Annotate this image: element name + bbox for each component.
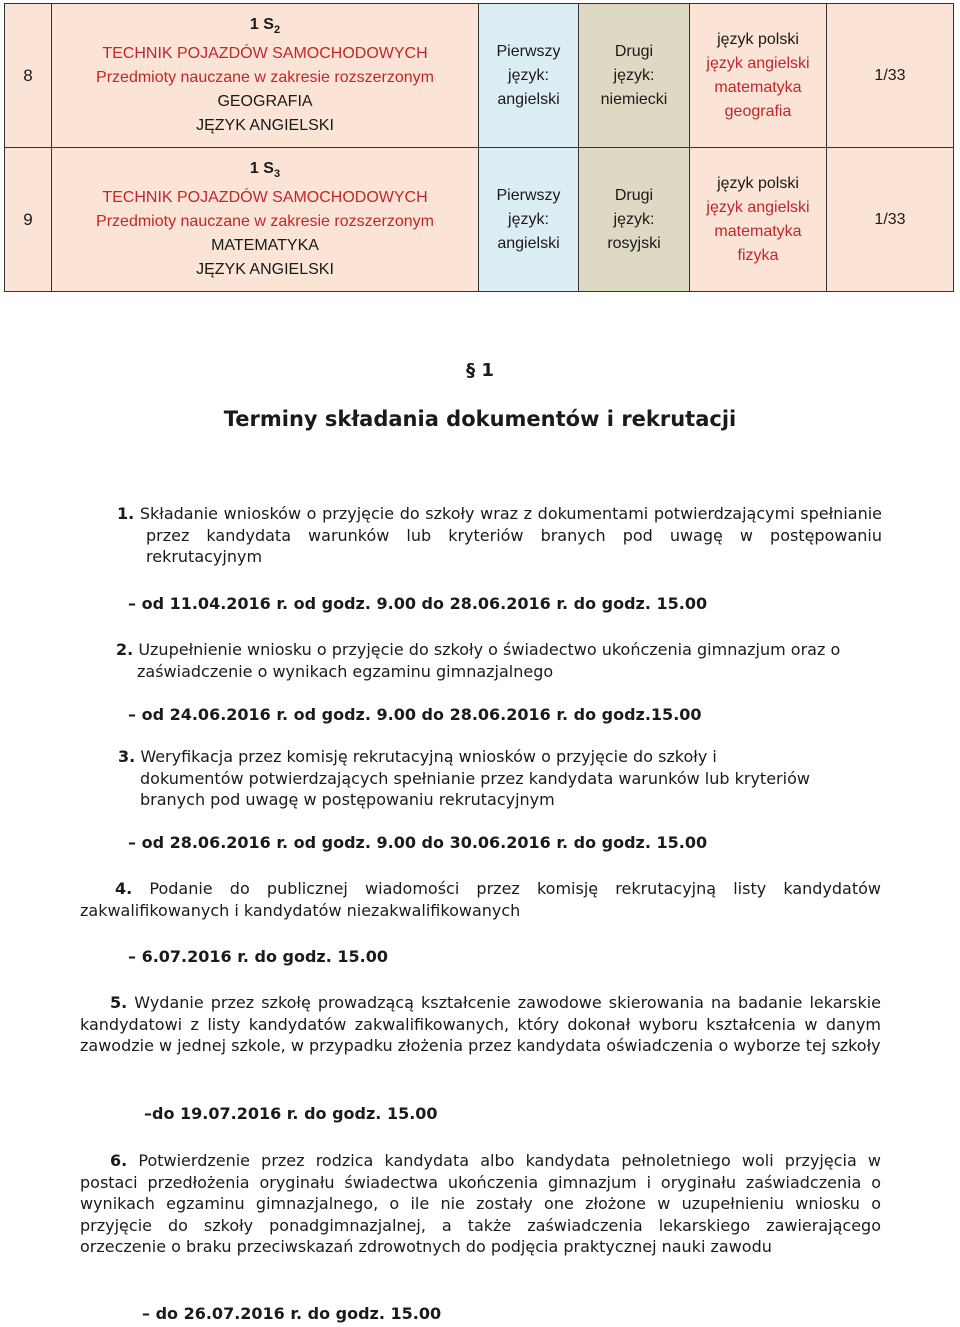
item-deadline: –do 19.07.2016 r. do godz. 15.00 [144, 1104, 438, 1123]
item-text: Składanie wniosków o przyjęcie do szkoły wraz z dokumentami potwierdzającymi spełnianie przez kandydata warunków lub kryteriów branych pod uwagę w postępowaniu rekrutacyjnym [139, 504, 882, 566]
row-number: 9 [5, 148, 52, 292]
item-number: 6. [110, 1151, 128, 1170]
list-item [80, 1150, 881, 1258]
list-item [116, 639, 877, 682]
table-row [5, 148, 954, 292]
class-code: 1 $S_3$ [249, 159, 281, 181]
extended-subject: JĘZYK ANGIELSKI [196, 261, 334, 279]
class-profiles-table [4, 3, 954, 292]
item-number: 1. [117, 504, 135, 523]
profile-cell [52, 4, 479, 148]
first-language-cell: Pierwszy język: angielski [479, 4, 579, 148]
item-number: 2. [116, 640, 134, 659]
item-deadline: – od 24.06.2016 r. od godz. 9.00 do 28.06.2016 r. do godz.15.00 [128, 705, 702, 724]
section-title: Terminy składania dokumentów i rekrutacji [223, 407, 737, 431]
item-number: 4. [115, 879, 133, 898]
profession-name: TECHNIK POJAZDÓW SAMOCHODOWYCH [102, 189, 428, 207]
first-language-cell: Pierwszy język: angielski [479, 148, 579, 292]
row-number: 8 [5, 4, 52, 148]
class-code: 1 $S_2$ [249, 15, 281, 37]
second-language-cell: Drugi język: niemiecki [579, 4, 690, 148]
item-number: 3. [118, 747, 136, 766]
item-deadline: – od 28.06.2016 r. od godz. 9.00 do 30.06.2016 r. do godz. 15.00 [128, 833, 708, 852]
second-language-cell: Drugi język: rosyjski [579, 148, 690, 292]
item-text: Wydanie przez szkołę prowadzącą kształcenie zawodowe skierowania na badanie lekarskie kandydatowi z listy kandydatów zakwalifikowanych, który dokonał wyboru kształcenia w danym zawodzie w jednej szkole, w przypadku złożenia przez kandydata oświadczenia o wyborze tej szkoły [80, 993, 882, 1055]
item-number: 5. [110, 993, 128, 1012]
item-text: Potwierdzenie przez rodzica kandydata albo kandydata pełnoletniego woli przyjęcia w postaci przedłożenia oryginału świadectwa ukończenia gimnazjum i oryginału zaświadczenia o wynikach egzaminu gimnazjalnego, o ile nie zostały one złożone w uzupełnieniu wniosku o przyjęcie do szkoły ponadgimnazjalnej, a także zaświadczenia lekarskiego zawierającego orzeczenie o braku przeciwskazań zdrowotnych do podjęcia praktycznej nauki zawodu [80, 1151, 881, 1256]
ratio-cell: 1/33 [827, 148, 954, 292]
item-text: Uzupełnienie wniosku o przyjęcie do szkoły o świadectwo ukończenia gimnazjum oraz o zaświadczenie o wynikach egzaminu gimnazjalnego [137, 640, 841, 681]
extended-subject: MATEMATYKA [211, 237, 319, 255]
item-deadline: – 6.07.2016 r. do godz. 15.00 [128, 947, 388, 966]
item-text: Weryfikacja przez komisję rekrutacyjną wniosków o przyjęcie do szkoły i dokumentów potwierdzających spełnianie przez kandydata warunków lub kryteriów branych pod uwagę w postępowaniu rekrutacyjnym [140, 747, 810, 809]
item-deadline: – od 11.04.2016 r. od godz. 9.00 do 28.06.2016 r. do godz. 15.00 [128, 594, 708, 613]
table-row [5, 4, 954, 148]
scored-subjects-cell: język polski język angielski matematyka geografia [690, 4, 827, 148]
item-deadline: – do 26.07.2016 r. do godz. 15.00 [142, 1304, 442, 1323]
list-item [80, 878, 881, 921]
scored-subjects-cell: język polski język angielski matematyka fizyka [690, 148, 827, 292]
list-item [118, 746, 820, 811]
extended-label: Przedmioty nauczane w zakresie rozszerzonym [96, 69, 434, 87]
section-sign: § 1 [466, 360, 494, 381]
extended-subject: GEOGRAFIA [217, 93, 313, 111]
ratio-cell: 1/33 [827, 4, 954, 148]
extended-label: Przedmioty nauczane w zakresie rozszerzonym [96, 213, 434, 231]
list-item [117, 503, 882, 568]
item-text: Podanie do publicznej wiadomości przez komisję rekrutacyjną listy kandydatów zakwalifikowanych i kandydatów niezakwalifikowanych [80, 879, 882, 920]
extended-subject: JĘZYK ANGIELSKI [196, 117, 334, 135]
list-item [80, 992, 881, 1057]
profile-cell [52, 148, 479, 292]
profession-name: TECHNIK POJAZDÓW SAMOCHODOWYCH [102, 45, 428, 63]
